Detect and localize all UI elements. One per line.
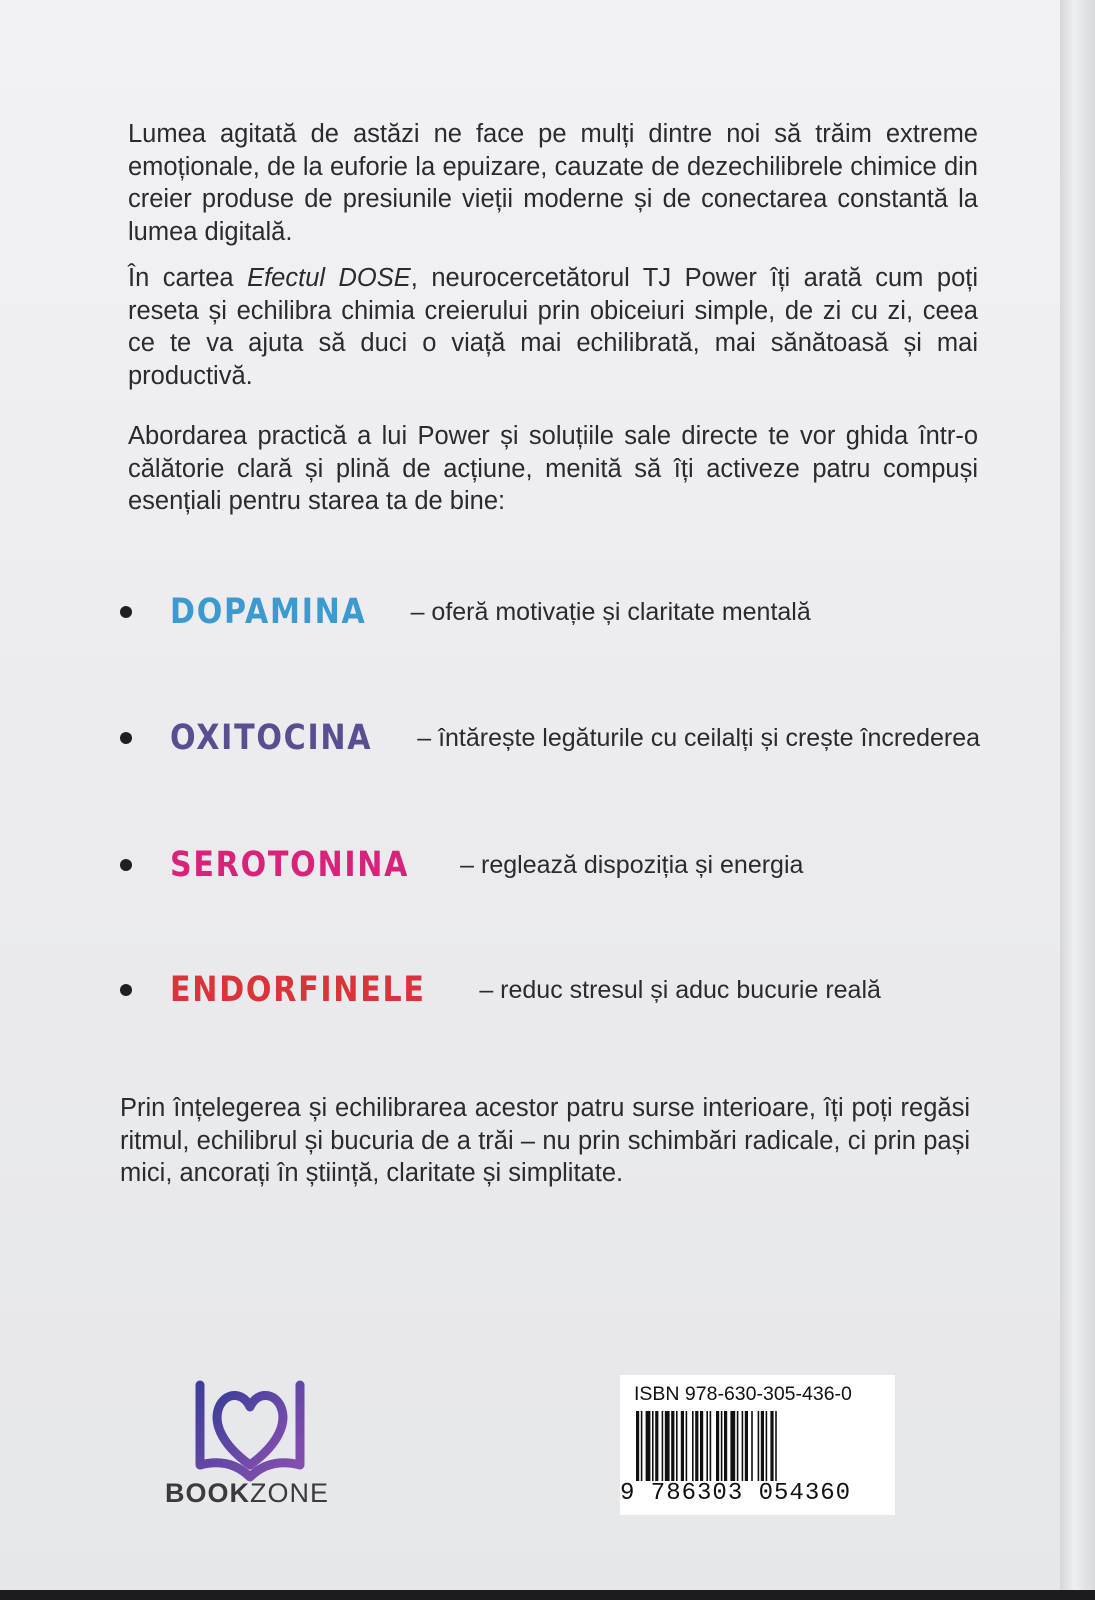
barcode-bar — [710, 1411, 712, 1481]
barcode-bar — [692, 1411, 694, 1481]
barcode-bar — [766, 1411, 768, 1481]
barcode-bar — [671, 1411, 674, 1481]
compound-description: – întărește legăturile cu ceilalți și crește încrederea — [417, 723, 981, 752]
barcode-bar — [770, 1411, 773, 1481]
book-description-end: , neurocercetătorul TJ Power îți arată cum poți reseta și echilibra chimia creierului prin obiceiuri simple, de zi cu zi, ceea ce te va ajuta să duci o viață mai echilibrată, mai sănătoasă și mai productivă. — [128, 264, 979, 390]
bullet-dot — [120, 859, 132, 871]
barcode-bar — [641, 1411, 643, 1481]
barcode-bar — [655, 1411, 658, 1481]
barcode-bar — [775, 1411, 777, 1481]
book-description-start: În cartea — [128, 264, 248, 292]
barcode-bar — [751, 1411, 753, 1481]
barcode-bar — [700, 1411, 703, 1481]
barcode-bar — [737, 1411, 739, 1481]
barcode-bar — [761, 1411, 764, 1481]
barcode-bar — [706, 1411, 708, 1481]
barcode-bar — [646, 1411, 651, 1481]
barcode-bar — [745, 1411, 748, 1481]
compound-name: OXITOCINA — [170, 718, 373, 758]
bullet-dot — [120, 984, 132, 996]
book-description-paragraph — [128, 262, 978, 392]
approach-paragraph: Abordarea practică a lui Power și soluțiile sale directe te vor ghida într-o călătorie clară și plină de acțiune, menită să îți activeze patru compuși esențiali pentru starea ta de bine: — [128, 422, 978, 515]
compound-item-serotonina — [120, 841, 803, 889]
compound-item-dopamina — [120, 588, 811, 636]
closing-paragraph: Prin înțelegerea și echilibrarea acestor patru surse interioare, îți poți regăsi ritmul, echilibrul și bucuria de a trăi – nu prin schimbări radicale, ci prin pași mici, ancorați în știință, claritate și simplitate. — [120, 1094, 970, 1187]
compound-name: SEROTONINA — [170, 845, 410, 885]
barcode-bars — [636, 1411, 881, 1481]
barcode-bar — [665, 1411, 670, 1481]
barcode-bar — [652, 1411, 654, 1481]
compound-name: DOPAMINA — [170, 592, 367, 632]
barcode-label — [620, 1375, 895, 1515]
barcode-bar — [716, 1411, 719, 1481]
barcode-bar — [681, 1411, 684, 1481]
barcode-bar — [724, 1411, 727, 1481]
barcode-bar — [742, 1411, 744, 1481]
compound-name: ENDORFINELE — [170, 970, 426, 1010]
barcode-bar — [676, 1411, 678, 1481]
bullet-dot — [120, 732, 132, 744]
barcode-bar — [730, 1411, 735, 1481]
intro-paragraph: Lumea agitată de astăzi ne face pe mulți dintre noi să trăim extreme emoționale, de la euforie la epuizare, cauzate de dezechilibrele chimice din creier produse de presiunile vieții moderne și de conectarea constantă la lumea digitală. — [128, 120, 978, 246]
book-title: Efectul DOSE — [247, 264, 411, 292]
publisher-name-light: ZONE — [250, 1478, 330, 1508]
barcode-bar — [636, 1411, 639, 1481]
barcode-bar — [686, 1411, 688, 1481]
compound-description: – oferă motivație și claritate mentală — [410, 597, 811, 626]
isbn-text: ISBN 978-630-305-436-0 — [634, 1383, 852, 1405]
compound-item-oxitocina — [120, 714, 980, 762]
publisher-name-bold: BOOK — [165, 1478, 250, 1508]
compound-description: – reduc stresul și aduc bucurie reală — [479, 975, 881, 1004]
shrink-wrap-edge — [1060, 0, 1095, 1590]
compound-description: – reglează dispoziția și energia — [460, 850, 804, 879]
bullet-dot — [120, 606, 132, 618]
compound-item-endorfinele — [120, 966, 881, 1014]
barcode-bar — [758, 1411, 760, 1481]
barcode-digits: 9 786303 054360 — [620, 1480, 852, 1507]
publisher-name — [165, 1478, 329, 1509]
barcode-bar — [695, 1411, 698, 1481]
barcode-bar — [662, 1411, 664, 1481]
bottom-edge — [0, 1590, 1095, 1600]
barcode-bar — [721, 1411, 723, 1481]
